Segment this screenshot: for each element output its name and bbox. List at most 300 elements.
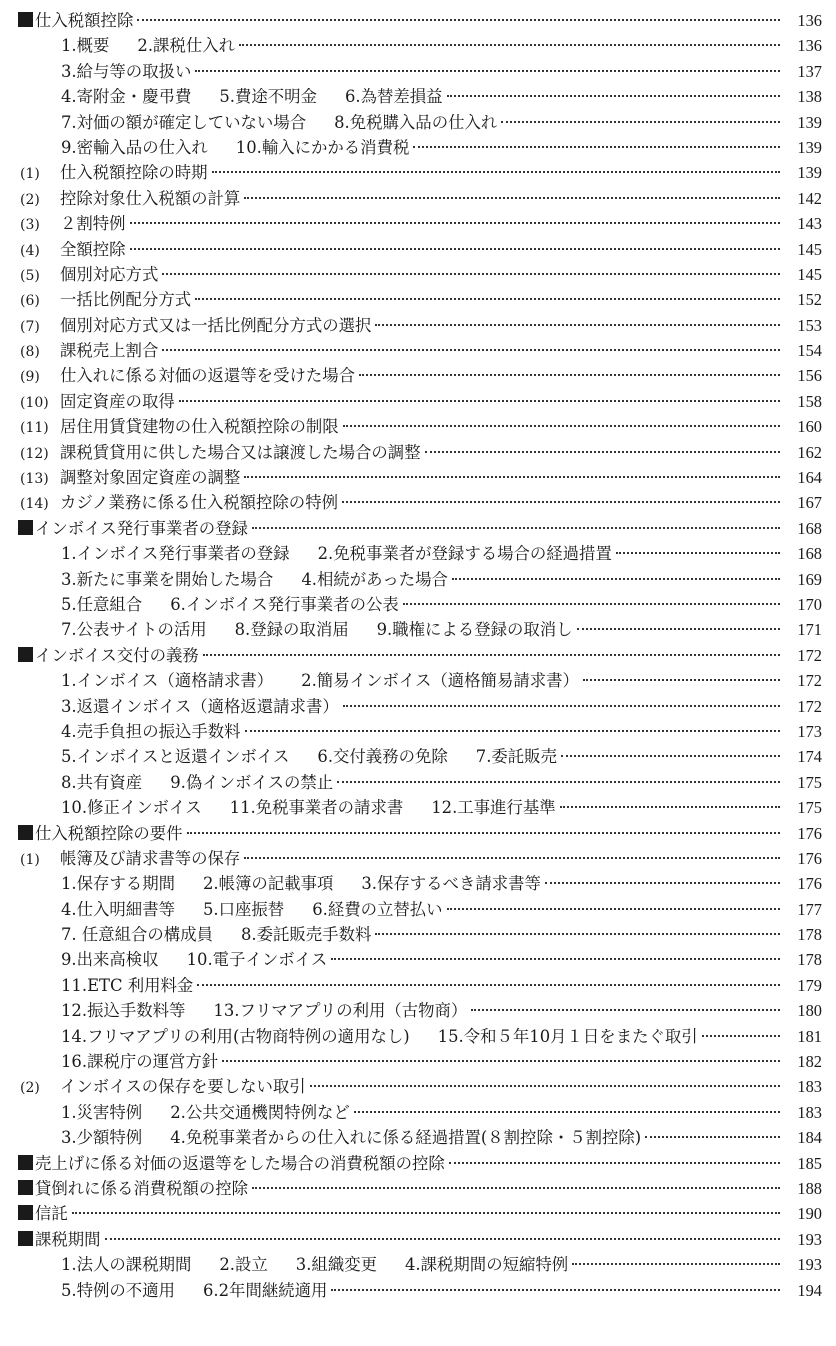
toc-entry-title — [61, 541, 612, 566]
toc-page-number: 193 — [797, 1229, 822, 1249]
toc-entry-segment: 12.振込手数料等 — [61, 1001, 186, 1021]
toc-page-number: 172 — [797, 696, 822, 716]
toc-entry-segment: 9.密輸入品の仕入れ — [61, 137, 208, 157]
toc-entry-number: (6) — [20, 293, 40, 310]
dot-leader — [413, 146, 780, 148]
section-square-icon — [18, 1155, 33, 1170]
dot-leader — [244, 197, 780, 199]
toc-page-number: 162 — [797, 442, 822, 462]
toc-entry-segment: 仕入れに係る対価の返還等を受けた場合 — [60, 366, 356, 386]
toc-page-number: 179 — [797, 975, 822, 995]
toc-entry-title — [20, 389, 175, 416]
toc-entry — [18, 1176, 822, 1201]
dot-leader — [239, 44, 780, 46]
toc-entry-segment: 6.交付義務の免除 — [317, 747, 448, 767]
toc-page-number: 180 — [797, 1001, 822, 1021]
toc-page-number: 177 — [797, 899, 822, 919]
toc-entry-segment: 5.口座振替 — [202, 899, 285, 919]
section-square-icon — [18, 1231, 33, 1246]
toc-entry — [18, 84, 822, 109]
toc-page-number: 143 — [797, 214, 822, 234]
toc-entry-title — [20, 414, 339, 441]
toc-page-number: 178 — [797, 950, 822, 970]
toc-entry-segment: 1.災害特例 — [61, 1102, 143, 1122]
dot-leader — [222, 1060, 780, 1062]
toc-entry — [18, 770, 822, 795]
toc-entry-title — [18, 8, 133, 33]
toc-entry-segment: 仕入税額控除の時期 — [60, 163, 208, 183]
toc-page-number: 181 — [797, 1026, 822, 1046]
toc-page-number: 169 — [797, 569, 822, 589]
toc-entry-segment: 個別対応方式又は一括比例配分方式の選択 — [60, 315, 372, 335]
toc-entry-segment: 6.2年間継続適用 — [202, 1280, 328, 1300]
toc-entry-segment: 5.特例の不適用 — [61, 1280, 175, 1300]
toc-page-number: 160 — [797, 417, 822, 437]
toc-entry-segment: 課税売上割合 — [60, 341, 159, 361]
toc-entry — [18, 592, 822, 617]
toc-entry — [18, 313, 822, 338]
toc-page-number: 193 — [797, 1255, 822, 1275]
dot-leader — [577, 628, 780, 630]
toc-entry — [18, 567, 822, 592]
toc-entry-number: (9) — [20, 369, 40, 386]
toc-entry — [18, 846, 822, 871]
toc-entry-segment: 12.工事進行基準 — [431, 798, 556, 818]
toc-page-number: 183 — [797, 1102, 822, 1122]
toc-entry — [18, 1074, 822, 1099]
dot-leader — [471, 1009, 780, 1011]
dot-leader — [359, 374, 780, 376]
dot-leader — [645, 1136, 780, 1138]
toc-entry-title — [61, 668, 579, 693]
toc-entry-title — [61, 744, 557, 769]
dot-leader — [403, 603, 780, 605]
dot-leader — [354, 1111, 780, 1113]
toc-entry — [18, 617, 822, 642]
toc-entry-segment: 9.出来高検収 — [61, 950, 159, 970]
toc-entry — [18, 947, 822, 972]
toc-page-number: 142 — [797, 188, 822, 208]
toc-entry — [18, 33, 822, 58]
toc-entry-title — [61, 617, 573, 642]
toc-entry-segment: 10.修正インボイス — [61, 798, 202, 818]
toc-entry-title — [20, 846, 240, 873]
dot-leader — [545, 882, 780, 884]
dot-leader — [195, 298, 780, 300]
dot-leader — [197, 984, 780, 986]
toc-entry-segment: 6.経費の立替払い — [312, 899, 443, 919]
toc-entry — [18, 135, 822, 160]
dot-leader — [212, 171, 780, 173]
toc-entry-title — [61, 922, 371, 947]
dot-leader — [337, 781, 780, 783]
toc-entry-title — [20, 160, 208, 187]
toc-entry-number: (2) — [20, 191, 40, 208]
toc-entry-segment: 仕入税額控除 — [35, 11, 134, 30]
toc-page-number: 175 — [797, 772, 822, 792]
toc-entry — [18, 1201, 822, 1226]
toc-entry-title — [61, 897, 443, 922]
toc-entry-segment: インボイス発行事業者の登録 — [35, 518, 248, 538]
toc-entry-title — [20, 313, 371, 340]
toc-entry-segment: 13.フリマアプリの利用（古物商） — [213, 1001, 468, 1021]
toc-entry-segment: カジノ業務に係る仕入税額控除の特例 — [60, 493, 338, 513]
section-square-icon — [18, 825, 33, 840]
toc-entry-number: (1) — [20, 851, 40, 868]
toc-entry-title — [20, 440, 421, 467]
toc-entry-segment: 10.電子インボイス — [186, 950, 328, 970]
section-square-icon — [18, 12, 33, 27]
toc-entry-segment: 4.仕入明細書等 — [61, 899, 175, 919]
toc-entry — [18, 237, 822, 262]
dot-leader — [447, 908, 780, 910]
toc-entry — [18, 668, 822, 693]
toc-entry-segment: 10.輸入にかかる消費税 — [235, 137, 410, 157]
toc-entry-segment: 仕入税額控除の要件 — [35, 823, 183, 843]
toc-entry-title — [61, 694, 339, 719]
section-square-icon — [18, 1205, 33, 1220]
toc-entry-title — [61, 84, 443, 109]
toc-entry — [18, 871, 822, 896]
toc-entry-title — [61, 871, 541, 896]
section-square-icon — [18, 520, 33, 535]
toc-entry-segment: 1.保存する期間 — [61, 874, 175, 894]
toc-entry — [18, 440, 822, 465]
toc-entry-number: (11) — [20, 420, 49, 437]
toc-entry-segment: 貸倒れに係る消費税額の控除 — [35, 1178, 249, 1198]
toc-page-number: 158 — [797, 391, 822, 411]
toc-page-number: 154 — [797, 341, 822, 361]
toc-entry-title — [61, 1125, 641, 1150]
toc-entry — [18, 694, 822, 719]
toc-page-number: 139 — [797, 137, 822, 157]
toc-entry-segment: 4.免税事業者からの仕入れに係る経過措置(８割控除・５割控除) — [170, 1128, 642, 1148]
toc-entry — [18, 59, 822, 84]
dot-leader — [375, 324, 780, 326]
toc-entry-segment: 7.対価の額が確定していない場合 — [61, 112, 307, 132]
toc-entry-title — [61, 1024, 698, 1049]
dot-leader — [105, 1238, 780, 1240]
toc-page-number: 184 — [797, 1128, 822, 1148]
toc-entry-segment: 売上げに係る対価の返還等をした場合の消費税額の控除 — [35, 1153, 445, 1173]
toc-entry-title — [20, 338, 158, 365]
toc-entry-segment: 4.相続があった場合 — [301, 569, 448, 589]
dot-leader — [187, 832, 780, 834]
dot-leader — [449, 1162, 780, 1164]
toc-entry-number: (13) — [20, 471, 49, 488]
toc-page-number: 167 — [797, 493, 822, 513]
toc-entry-segment: 15.令和５年10月１日をまたぐ取引 — [437, 1026, 698, 1046]
toc-page-number: 137 — [797, 61, 822, 81]
toc-page-number: 168 — [797, 518, 822, 538]
toc-page-number: 145 — [797, 239, 822, 259]
dot-leader — [702, 1035, 780, 1037]
toc-entry-title — [61, 1049, 218, 1074]
toc-entry-title — [61, 110, 497, 135]
toc-entry-title — [61, 947, 327, 972]
toc-entry-segment: 2.簡易インボイス（適格簡易請求書） — [301, 671, 579, 691]
toc-page-number: 174 — [797, 747, 822, 767]
toc-entry-segment: 16.課税庁の運営方針 — [61, 1052, 219, 1072]
dot-leader — [583, 679, 780, 681]
dot-leader — [310, 1085, 780, 1087]
toc-entry-title — [18, 1151, 445, 1176]
toc-entry-title — [20, 490, 338, 517]
dot-leader — [331, 958, 780, 960]
toc-page-number: 156 — [797, 366, 822, 386]
toc-page-number: 188 — [797, 1178, 822, 1198]
toc-entry-segment: 2.公共交通機関特例など — [170, 1102, 350, 1122]
dot-leader — [252, 527, 780, 529]
toc-page-number: 185 — [797, 1153, 822, 1173]
toc-page-number: 138 — [797, 87, 822, 107]
toc-entry-title — [61, 973, 193, 998]
dot-leader — [343, 425, 780, 427]
dot-leader — [195, 70, 780, 72]
dot-leader — [245, 730, 780, 732]
toc-entry-segment: 14.フリマアプリの利用(古物商特例の適用なし) — [61, 1026, 410, 1046]
toc-entry-segment: 2.課税仕入れ — [137, 36, 236, 56]
toc-entry — [18, 821, 822, 846]
toc-entry-segment: 8.委託販売手数料 — [240, 925, 372, 945]
toc-entry-segment: 固定資産の取得 — [60, 391, 175, 411]
toc-entry-title — [18, 643, 199, 668]
toc-entry-title — [61, 59, 191, 84]
toc-entry-title — [61, 135, 409, 160]
toc-page-number: 194 — [797, 1280, 822, 1300]
toc-entry-segment: 課税期間 — [35, 1229, 101, 1249]
toc-page-number: 152 — [797, 290, 822, 310]
toc-entry — [18, 541, 822, 566]
toc-entry-segment: 7.委託販売 — [475, 747, 557, 767]
dot-leader — [572, 1263, 780, 1265]
toc-entry-title — [61, 592, 399, 617]
toc-entry — [18, 363, 822, 388]
toc-entry-segment: 2.免税事業者が登録する場合の経過措置 — [317, 544, 612, 564]
toc-entry — [18, 338, 822, 363]
toc-entry — [18, 1125, 822, 1150]
dot-leader — [447, 95, 780, 97]
toc-entry-segment: 4.売手負担の振込手数料 — [61, 721, 241, 741]
toc-entry-segment: 帳簿及び請求書等の保存 — [60, 848, 241, 868]
toc-entry-segment: 3.少額特例 — [61, 1128, 143, 1148]
toc-entry-segment: 4.寄附金・慶弔費 — [61, 87, 192, 107]
toc-entry-title — [20, 1074, 306, 1101]
toc-entry-title — [61, 795, 556, 820]
toc-page-number: 172 — [797, 671, 822, 691]
dot-leader — [179, 400, 780, 402]
toc-entry-title — [61, 719, 241, 744]
toc-entry — [18, 262, 822, 287]
toc-entry-number: (3) — [20, 217, 40, 234]
toc-entry — [18, 643, 822, 668]
toc-entry-number: (4) — [20, 242, 40, 259]
toc-entry — [18, 1151, 822, 1176]
toc-entry — [18, 1024, 822, 1049]
dot-leader — [616, 552, 780, 554]
toc-entry-segment: 8.共有資産 — [61, 772, 143, 792]
dot-leader — [162, 349, 780, 351]
toc-entry-title — [20, 287, 191, 314]
toc-entry — [18, 516, 822, 541]
toc-entry-title — [61, 998, 467, 1023]
toc-entry-segment: 1.インボイス（適格請求書） — [61, 671, 274, 691]
toc-entry-segment: 7.公表サイトの活用 — [61, 620, 207, 640]
toc-entry-number: (1) — [20, 166, 40, 183]
toc-page-number: 171 — [797, 620, 822, 640]
toc-entry-segment: 課税賃貸用に供した場合又は譲渡した場合の調整 — [60, 442, 421, 462]
toc-entry-segment: 3.新たに事業を開始した場合 — [61, 569, 274, 589]
toc-entry-segment: 8.免税購入品の仕入れ — [334, 112, 498, 132]
toc-entry-segment: 2.帳簿の記載事項 — [202, 874, 334, 894]
toc-entry-title — [18, 821, 183, 846]
toc-entry-segment: 11.ETC 利用料金 — [61, 975, 194, 995]
toc-entry-segment: 居住用賃貸建物の仕入税額控除の制限 — [60, 417, 339, 437]
toc-entry — [18, 186, 822, 211]
toc-entry-title — [20, 186, 240, 213]
toc-entry-number: (2) — [20, 1080, 40, 1097]
toc-entry-segment: 9.職権による登録の取消し — [376, 620, 573, 640]
toc-entry-segment: 5.任意組合 — [61, 594, 143, 614]
toc-entry-segment: 1.概要 — [61, 36, 110, 56]
toc-entry — [18, 110, 822, 135]
toc-entry-segment: 2.設立 — [219, 1255, 268, 1275]
toc-entry-segment: 5.インボイスと返還インボイス — [61, 747, 290, 767]
toc-entry-segment: ２割特例 — [60, 214, 126, 234]
toc-entry-title — [61, 33, 235, 58]
toc-entry-segment: 3.返還インボイス（適格返還請求書） — [61, 696, 339, 716]
toc-entry-title — [18, 1227, 101, 1252]
toc-entry-number: (7) — [20, 318, 40, 335]
toc-entry-title — [20, 237, 126, 264]
toc-page-number: 182 — [797, 1052, 822, 1072]
toc-entry-title — [61, 1278, 327, 1303]
toc-entry-title — [61, 1100, 350, 1125]
toc-entry — [18, 8, 822, 33]
toc-entry-segment: 6.インボイス発行事業者の公表 — [170, 594, 399, 614]
toc-entry-segment: 9.偽インボイスの禁止 — [170, 772, 334, 792]
toc-page-number: 139 — [797, 163, 822, 183]
toc-entry — [18, 1227, 822, 1252]
section-square-icon — [18, 647, 33, 662]
toc-entry-segment: 8.登録の取消届 — [234, 620, 349, 640]
dot-leader — [560, 806, 780, 808]
toc-entry-segment: 5.費途不明金 — [219, 87, 317, 107]
toc-entry-title — [61, 1252, 568, 1277]
dot-leader — [244, 476, 780, 478]
toc-page-number: 183 — [797, 1077, 822, 1097]
toc-page-number: 176 — [797, 823, 822, 843]
toc-entry-segment: 3.保存するべき請求書等 — [361, 874, 541, 894]
toc-entry-number: (14) — [20, 496, 49, 513]
dot-leader — [252, 1187, 780, 1189]
toc-entry — [18, 973, 822, 998]
toc-entry — [18, 490, 822, 515]
toc-entry-segment: 11.免税事業者の請求書 — [229, 798, 404, 818]
toc-entry-number: (8) — [20, 344, 40, 361]
toc-page-number: 136 — [797, 11, 822, 30]
toc-page-number: 164 — [797, 468, 822, 488]
toc-entry-title — [20, 465, 240, 492]
toc-entry-segment: 信託 — [35, 1204, 68, 1224]
toc-entry-segment: 1.インボイス発行事業者の登録 — [61, 544, 290, 564]
toc-page-number: 145 — [797, 264, 822, 284]
toc-entry-segment: 調整対象固定資産の調整 — [60, 468, 241, 488]
toc-page-number: 173 — [797, 721, 822, 741]
toc-entry — [18, 160, 822, 185]
toc-page-number: 153 — [797, 315, 822, 335]
toc-entry-segment: 控除対象仕入税額の計算 — [60, 188, 241, 208]
toc-entry — [18, 1252, 822, 1277]
dot-leader — [375, 933, 780, 935]
toc-entry-number: (5) — [20, 267, 40, 284]
toc-entry — [18, 998, 822, 1023]
toc-entry-segment: インボイス交付の義務 — [35, 645, 199, 665]
dot-leader — [501, 121, 780, 123]
toc-entry-segment: 6.為替差損益 — [344, 87, 443, 107]
toc-entry — [18, 287, 822, 312]
dot-leader — [425, 451, 780, 453]
toc-entry-title — [61, 770, 333, 795]
dot-leader — [342, 501, 780, 503]
dot-leader — [162, 273, 780, 275]
toc-page-number: 178 — [797, 925, 822, 945]
toc-entry-title — [20, 262, 158, 289]
toc-entry-segment: 個別対応方式 — [60, 264, 159, 284]
dot-leader — [244, 857, 780, 859]
toc-entry-number: (10) — [20, 394, 49, 411]
toc-entry — [18, 719, 822, 744]
dot-leader — [561, 755, 780, 757]
toc-entry — [18, 897, 822, 922]
table-of-contents — [18, 8, 822, 1303]
toc-entry-segment: 3.組織変更 — [295, 1255, 377, 1275]
toc-entry — [18, 1100, 822, 1125]
dot-leader — [203, 654, 780, 656]
toc-entry — [18, 1278, 822, 1303]
toc-page-number: 176 — [797, 874, 822, 894]
toc-entry — [18, 795, 822, 820]
toc-page-number: 172 — [797, 645, 822, 665]
toc-entry-segment: 1.法人の課税期間 — [61, 1255, 192, 1275]
toc-entry — [18, 465, 822, 490]
toc-page-number: 168 — [797, 544, 822, 564]
toc-page-number: 136 — [797, 36, 822, 56]
dot-leader — [72, 1212, 780, 1214]
toc-entry-segment: 7. 任意組合の構成員 — [61, 925, 213, 945]
toc-entry-title — [18, 516, 248, 541]
toc-page-number: 190 — [797, 1204, 822, 1224]
toc-entry-title — [20, 363, 355, 390]
toc-page-number: 170 — [797, 594, 822, 614]
toc-entry-segment: 4.課税期間の短縮特例 — [405, 1255, 569, 1275]
toc-entry-title — [61, 567, 448, 592]
toc-page-number: 175 — [797, 798, 822, 818]
dot-leader — [137, 19, 780, 21]
toc-entry — [18, 414, 822, 439]
toc-entry-segment: インボイスの保存を要しない取引 — [60, 1077, 306, 1097]
dot-leader — [452, 578, 780, 580]
section-square-icon — [18, 1180, 33, 1195]
toc-entry — [18, 389, 822, 414]
toc-entry — [18, 1049, 822, 1074]
toc-entry — [18, 211, 822, 236]
dot-leader — [343, 705, 780, 707]
toc-entry — [18, 744, 822, 769]
toc-entry-title — [20, 211, 126, 238]
dot-leader — [331, 1289, 780, 1291]
toc-page-number: 139 — [797, 112, 822, 132]
